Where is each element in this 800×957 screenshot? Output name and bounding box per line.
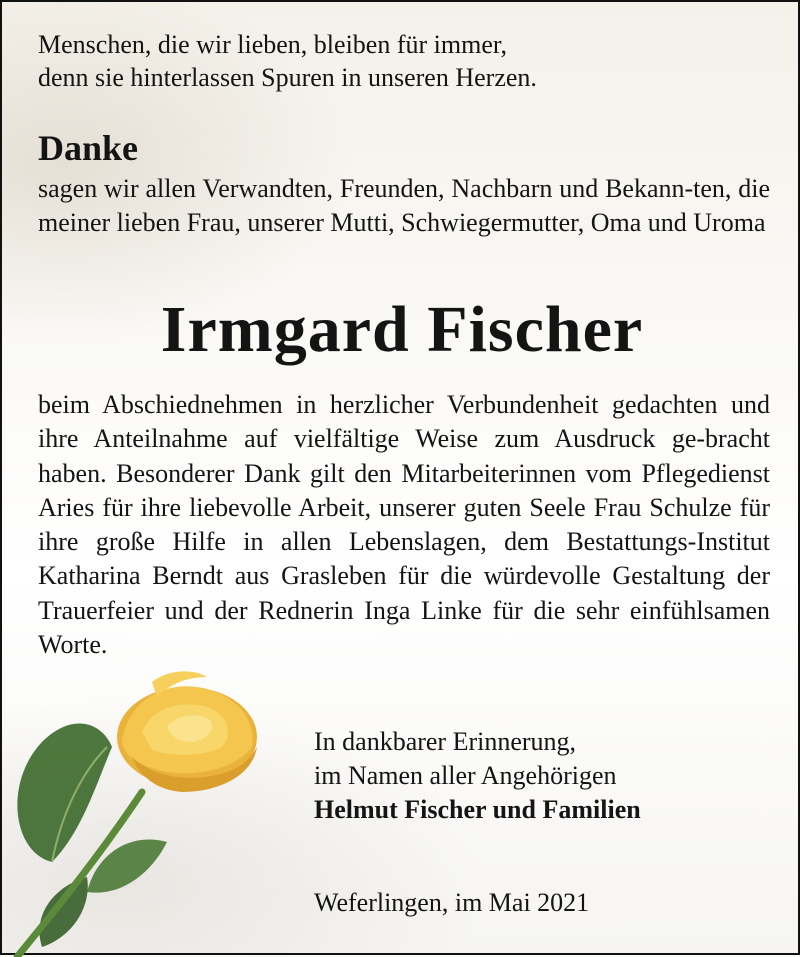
intro-text: sagen wir allen Verwandten, Freunden, Nachbarn und Bekann-ten, die meiner lieben Frau, unserer Mutti, Schwiegermutter, Oma und Uroma — [38, 174, 770, 237]
deceased-name: Irmgard Fischer — [160, 293, 644, 366]
motto — [38, 28, 537, 94]
rose-illustration — [2, 662, 302, 957]
rose-leaf-bottom — [39, 877, 87, 947]
rose-leaf-left — [17, 723, 112, 862]
signature-line-1: In dankbarer Erinnerung, — [314, 727, 577, 756]
signature-block — [314, 725, 641, 827]
motto-line-1: Menschen, die wir lieben, bleiben für immer, — [38, 30, 507, 59]
signature-names: Helmut Fischer und Familien — [314, 795, 641, 824]
motto-line-2: denn sie hinterlassen Spuren in unseren Herzen. — [38, 63, 537, 92]
place-date: Weferlingen, im Mai 2021 — [314, 888, 590, 917]
signature-line-2: im Namen aller Angehörigen — [314, 761, 617, 790]
rose-bloom — [117, 671, 257, 792]
body-text: beim Abschiednehmen in herzlicher Verbundenheit gedachten und ihre Anteilnahme auf vielfältige Weise zum Ausdruck ge-bracht haben. Besonderer Dank gilt den Mitarbeiterinnen vom Pflegedienst Aries für ihre liebevolle Arbeit, unserer guten Seele Frau Schulze für ihre große Hilfe in allen Lebenslagen, dem Bestattungs-Institut Katharina Berndt aus Grasleben für die würdevolle Gestaltung der Trauerfeier und der Rednerin Inga Linke für die sehr einfühlsamen Worte. — [38, 390, 770, 660]
heading-danke: Danke — [38, 128, 139, 168]
